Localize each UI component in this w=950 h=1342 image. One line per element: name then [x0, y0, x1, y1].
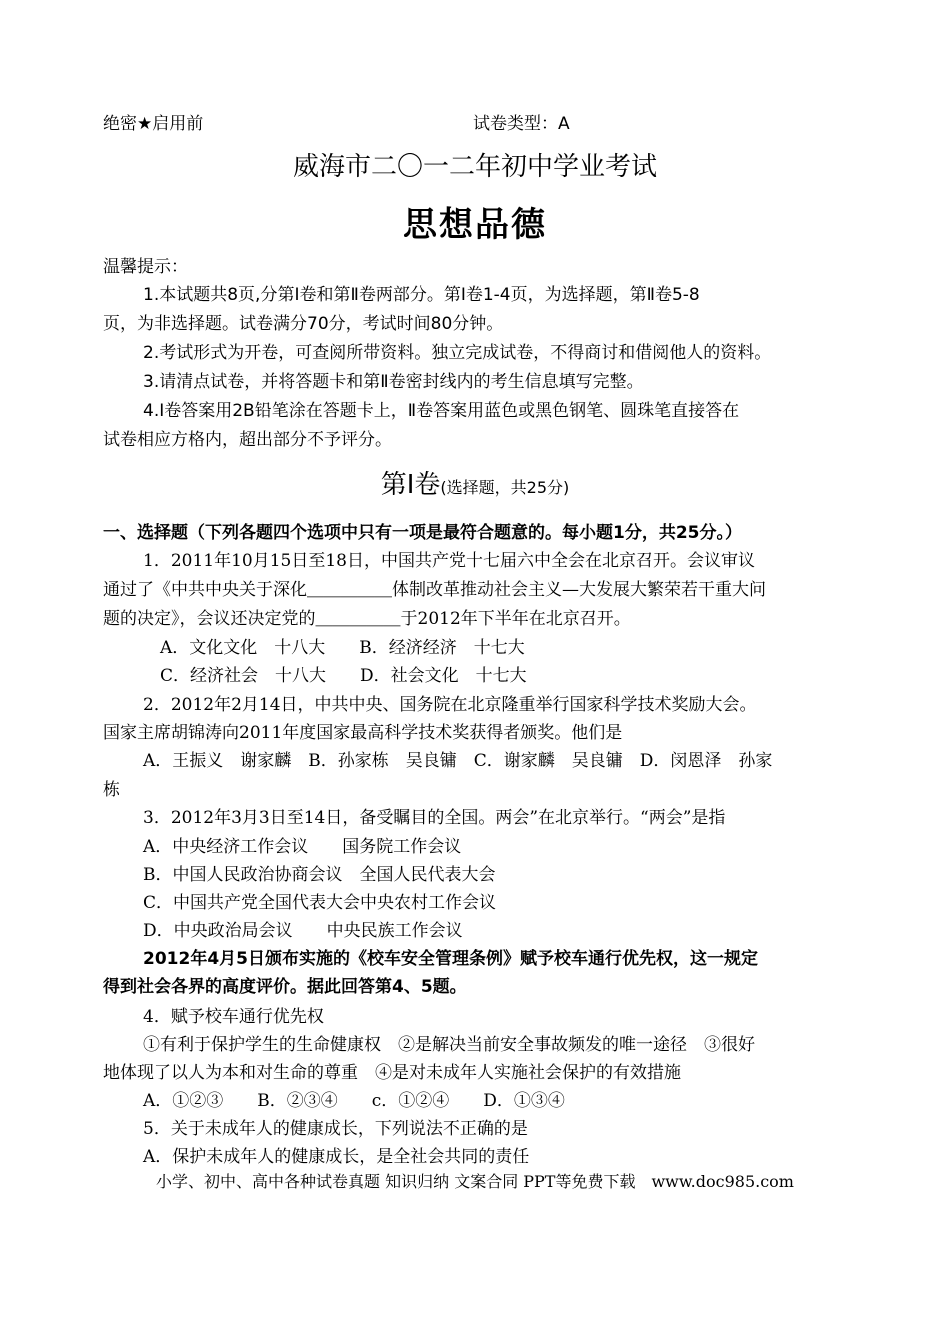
question-2-line: 2．2012年2月14日，中共中央、国务院在北京隆重举行国家科学技术奖励大会。: [143, 695, 757, 715]
notice-line: 1.本试题共8页,分第Ⅰ卷和第Ⅱ卷两部分。第Ⅰ卷1-4页，为选择题，第Ⅱ卷5-8: [143, 285, 700, 305]
question-2-line: 国家主席胡锦涛向2011年度国家最高科学技术奖获得者颁奖。他们是: [103, 723, 623, 743]
question-4-line: 4．赋予校车通行优先权: [143, 1007, 324, 1027]
section-title: [0, 464, 950, 501]
notice-line: 4.Ⅰ卷答案用2B铅笔涂在答题卡上，Ⅱ卷答案用蓝色或黑色钢笔、圆珠笔直接答在: [143, 401, 740, 421]
section-title-note: (选择题，共25分): [440, 478, 570, 497]
question-5-option: A．保护未成年人的健康成长，是全社会共同的责任: [143, 1147, 530, 1167]
question-3-option: D．中央政治局会议 中央民族工作会议: [143, 921, 463, 941]
question-1-line: 通过了《中共中央关于深化＿＿＿＿＿体制改革推动社会主义—大发展大繁荣若干重大问: [103, 580, 766, 600]
subject-title: 思想品德: [403, 205, 547, 245]
question-3-option: A．中央经济工作会议 国务院工作会议: [143, 837, 462, 857]
question-1-line: 1．2011年10月15日至18日，中国共产党十七届六中全会在北京召开。会议审议: [143, 551, 755, 571]
paper-type: 试卷类型：A: [473, 114, 570, 134]
question-2-options-wrap: 栋: [103, 780, 120, 800]
question-4-options: A．①②③ B．②③④ c．①②④ D．①③④: [143, 1091, 565, 1111]
question-3-option: B．中国人民政治协商会议 全国人民代表大会: [143, 865, 496, 885]
notice-line: 3.请清点试卷，并将答题卡和第Ⅱ卷密封线内的考生信息填写完整。: [143, 372, 644, 392]
material-line: 2012年4月5日颁布实施的《校车安全管理条例》赋予校车通行优先权，这一规定: [143, 949, 758, 969]
section-instruction: 一、选择题（下列各题四个选项中只有一项是最符合题意的。每小题1分，共25分。）: [103, 523, 742, 543]
question-5-line: 5．关于未成年人的健康成长，下列说法不正确的是: [143, 1119, 528, 1139]
question-3-line: 3．2012年3月3日至14日，备受瞩目的全国。两会”在北京举行。“两会”是指: [143, 808, 726, 828]
material-line: 得到社会各界的高度评价。据此回答第4、5题。: [103, 977, 467, 997]
question-1-line: 题的决定》，会议还决定党的＿＿＿＿＿于2012年下半年在北京召开。: [103, 609, 631, 629]
exam-title: 威海市二〇一二年初中学业考试: [292, 152, 657, 182]
question-3-option: C．中国共产党全国代表大会中央农村工作会议: [143, 893, 497, 913]
section-title-main: 第Ⅰ卷: [380, 470, 441, 500]
secret-label: 绝密★启用前: [103, 114, 204, 134]
question-4-line: ①有利于保护学生的生命健康权 ②是解决当前安全事故频发的唯一途径 ③很好: [143, 1035, 755, 1055]
question-1-option: A．文化文化 十八大 B．经济经济 十七大: [160, 638, 525, 658]
footer-note: 小学、初中、高中各种试卷真题 知识归纳 文案合同 PPT等免费下载 www.doc985.com: [156, 1172, 794, 1191]
notice-heading: 温馨提示：: [103, 257, 188, 277]
question-1-option: C．经济社会 十八大 D．社会文化 十七大: [160, 666, 527, 686]
notice-line: 页，为非选择题。试卷满分70分，考试时间80分钟。: [103, 314, 504, 334]
question-4-line: 地体现了以人为本和对生命的尊重 ④是对未成年人实施社会保护的有效措施: [103, 1063, 681, 1083]
notice-line: 试卷相应方格内，超出部分不予评分。: [103, 430, 392, 450]
question-2-options: A．王振义 谢家麟 B．孙家栋 吴良镛 C．谢家麟 吴良镛 D．闵恩泽 孙家: [143, 751, 773, 771]
notice-line: 2.考试形式为开卷，可查阅所带资料。独立完成试卷，不得商讨和借阅他人的资料。: [143, 343, 772, 363]
